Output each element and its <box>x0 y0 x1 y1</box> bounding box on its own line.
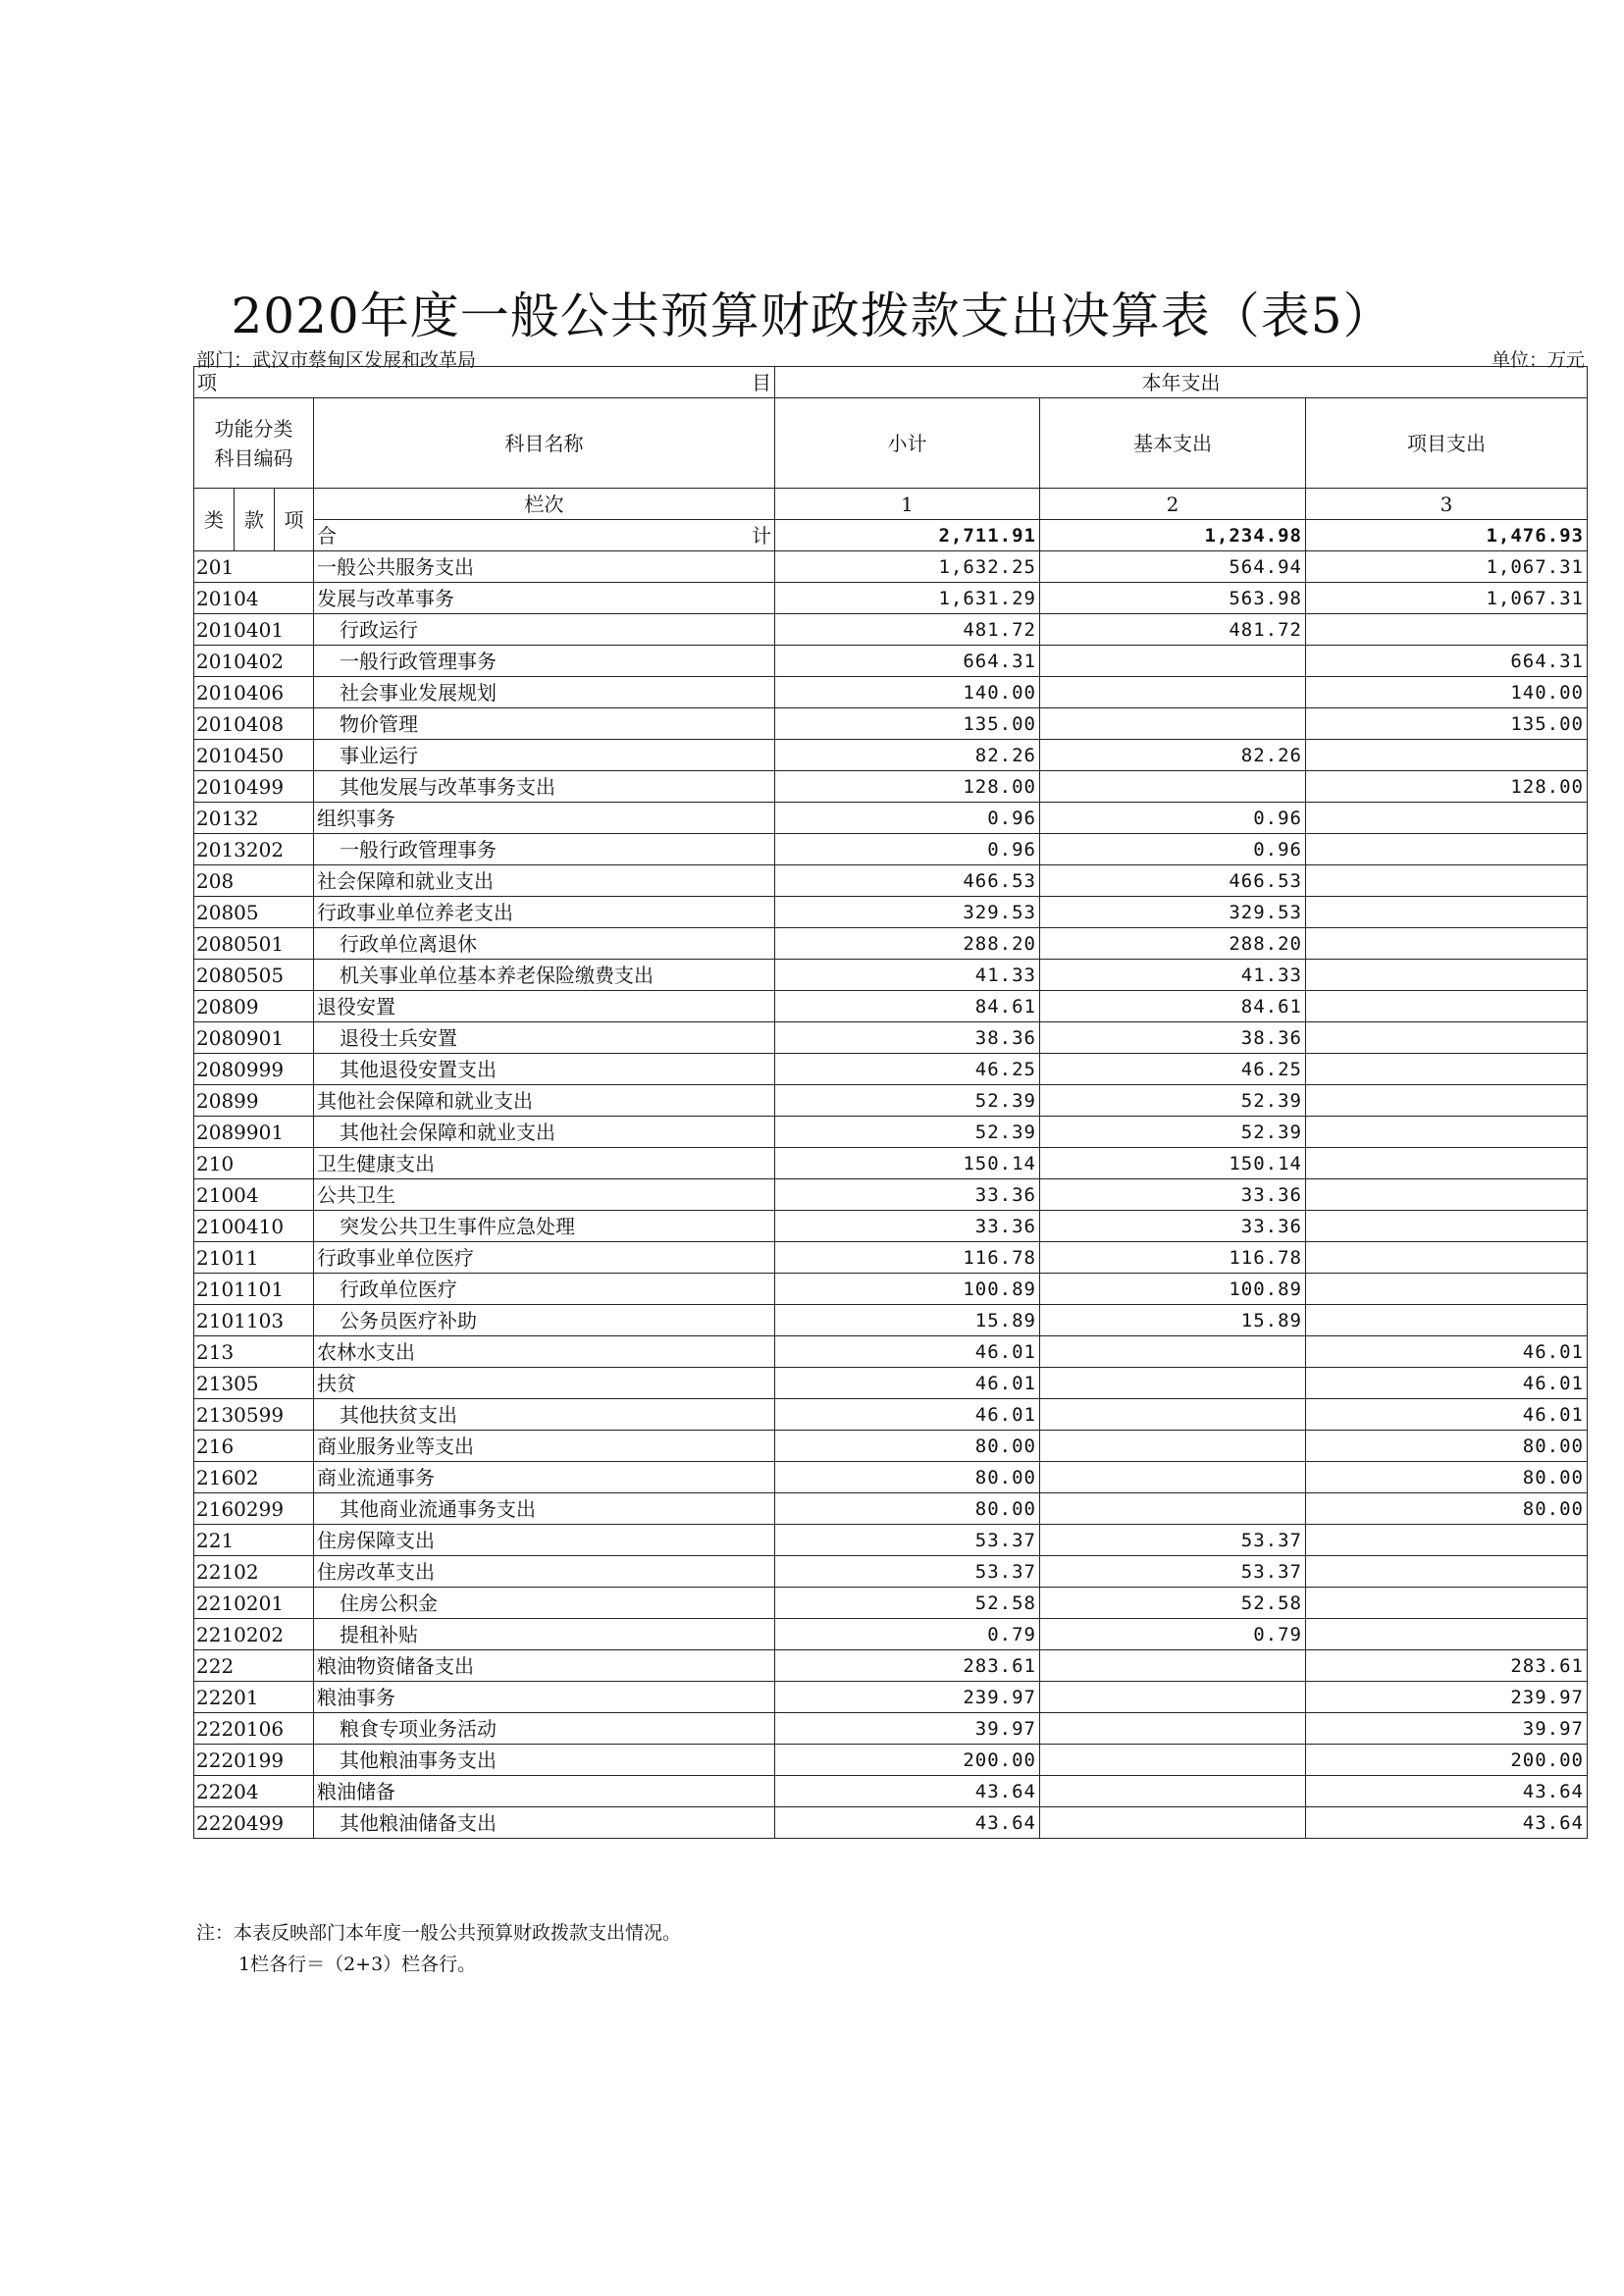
row-subject-name: 突发公共卫生事件应急处理 <box>314 1211 775 1242</box>
row-subtotal: 41.33 <box>775 960 1040 991</box>
row-project: 200.00 <box>1306 1745 1588 1776</box>
table-row <box>194 614 1588 646</box>
row-subtotal: 52.39 <box>775 1085 1040 1117</box>
row-subject-name: 其他社会保障和就业支出 <box>314 1085 775 1117</box>
row-project <box>1306 834 1588 865</box>
row-basic <box>1040 708 1306 740</box>
table-row <box>194 1179 1588 1211</box>
row-subtotal: 53.37 <box>775 1556 1040 1588</box>
page-title: 2020年度一般公共预算财政拨款支出决算表（表5） <box>231 287 1393 344</box>
row-project <box>1306 1588 1588 1619</box>
row-basic: 53.37 <box>1040 1556 1306 1588</box>
row-code: 2210202 <box>194 1619 314 1650</box>
row-project: 39.97 <box>1306 1713 1588 1745</box>
row-project: 140.00 <box>1306 677 1588 708</box>
row-basic: 100.89 <box>1040 1274 1306 1305</box>
table-row <box>194 1493 1588 1525</box>
row-basic: 52.58 <box>1040 1588 1306 1619</box>
row-basic <box>1040 771 1306 803</box>
row-code: 2220106 <box>194 1713 314 1745</box>
row-subtotal: 43.64 <box>775 1776 1040 1807</box>
row-project <box>1306 740 1588 771</box>
row-project <box>1306 1305 1588 1336</box>
row-subtotal: 84.61 <box>775 991 1040 1022</box>
row-basic: 288.20 <box>1040 928 1306 960</box>
row-project <box>1306 1525 1588 1556</box>
row-basic <box>1040 1431 1306 1462</box>
row-code: 222 <box>194 1650 314 1682</box>
row-code: 2080999 <box>194 1054 314 1085</box>
row-basic <box>1040 1713 1306 1745</box>
row-code: 2080501 <box>194 928 314 960</box>
row-basic: 564.94 <box>1040 551 1306 583</box>
row-code: 20899 <box>194 1085 314 1117</box>
row-subject-name: 一般行政管理事务 <box>314 646 775 677</box>
row-project <box>1306 1085 1588 1117</box>
row-project <box>1306 1556 1588 1588</box>
row-code: 2220199 <box>194 1745 314 1776</box>
row-subtotal: 1,632.25 <box>775 551 1040 583</box>
row-subject-name: 一般公共服务支出 <box>314 551 775 583</box>
header-kuan: 款 <box>235 489 275 551</box>
row-basic: 53.37 <box>1040 1525 1306 1556</box>
row-subtotal: 33.36 <box>775 1211 1040 1242</box>
row-project: 239.97 <box>1306 1682 1588 1713</box>
row-subtotal: 329.53 <box>775 897 1040 928</box>
row-code: 21305 <box>194 1368 314 1399</box>
row-subtotal: 33.36 <box>775 1179 1040 1211</box>
row-basic <box>1040 1336 1306 1368</box>
row-project: 664.31 <box>1306 646 1588 677</box>
row-subtotal: 481.72 <box>775 614 1040 646</box>
row-subject-name: 机关事业单位基本养老保险缴费支出 <box>314 960 775 991</box>
row-subtotal: 46.25 <box>775 1054 1040 1085</box>
row-basic: 46.25 <box>1040 1054 1306 1085</box>
row-basic: 82.26 <box>1040 740 1306 771</box>
row-code: 2220499 <box>194 1807 314 1839</box>
row-subject-name: 粮食专项业务活动 <box>314 1713 775 1745</box>
row-project: 80.00 <box>1306 1431 1588 1462</box>
table-row <box>194 1807 1588 1839</box>
header-subtotal: 小计 <box>775 398 1040 489</box>
row-subject-name: 事业运行 <box>314 740 775 771</box>
header-col2: 2 <box>1040 489 1306 520</box>
row-code: 2101103 <box>194 1305 314 1336</box>
row-code: 2160299 <box>194 1493 314 1525</box>
table-row <box>194 1619 1588 1650</box>
row-subtotal: 140.00 <box>775 677 1040 708</box>
row-subject-name: 其他商业流通事务支出 <box>314 1493 775 1525</box>
row-subject-name: 一般行政管理事务 <box>314 834 775 865</box>
row-subject-name: 商业流通事务 <box>314 1462 775 1493</box>
row-subtotal: 200.00 <box>775 1745 1040 1776</box>
header-col1: 1 <box>775 489 1040 520</box>
row-subtotal: 283.61 <box>775 1650 1040 1682</box>
row-project: 46.01 <box>1306 1336 1588 1368</box>
row-basic: 15.89 <box>1040 1305 1306 1336</box>
row-project: 46.01 <box>1306 1368 1588 1399</box>
total-label: 合 计 <box>314 520 775 551</box>
row-subtotal: 46.01 <box>775 1399 1040 1431</box>
unit-label: 单位：万元 <box>1491 349 1585 371</box>
total-subtotal: 2,711.91 <box>775 520 1040 551</box>
row-project: 1,067.31 <box>1306 551 1588 583</box>
row-subject-name: 粮油事务 <box>314 1682 775 1713</box>
row-code: 2010408 <box>194 708 314 740</box>
row-project <box>1306 897 1588 928</box>
row-basic: 0.96 <box>1040 834 1306 865</box>
row-basic: 329.53 <box>1040 897 1306 928</box>
row-project <box>1306 1179 1588 1211</box>
row-subject-name: 其他粮油事务支出 <box>314 1745 775 1776</box>
row-project <box>1306 1022 1588 1054</box>
row-basic: 33.36 <box>1040 1179 1306 1211</box>
row-basic <box>1040 646 1306 677</box>
row-subject-name: 行政运行 <box>314 614 775 646</box>
row-basic <box>1040 677 1306 708</box>
table-row <box>194 677 1588 708</box>
row-subtotal: 466.53 <box>775 865 1040 897</box>
row-basic: 116.78 <box>1040 1242 1306 1274</box>
table-row <box>194 1745 1588 1776</box>
table-row <box>194 1682 1588 1713</box>
row-project <box>1306 1148 1588 1179</box>
note-line-1: 注：本表反映部门本年度一般公共预算财政拨款支出情况。 <box>196 1922 682 1944</box>
row-code: 210 <box>194 1148 314 1179</box>
row-subject-name: 提租补贴 <box>314 1619 775 1650</box>
table-row <box>194 803 1588 834</box>
row-subtotal: 150.14 <box>775 1148 1040 1179</box>
row-subject-name: 物价管理 <box>314 708 775 740</box>
total-basic: 1,234.98 <box>1040 520 1306 551</box>
row-basic <box>1040 1745 1306 1776</box>
row-basic: 481.72 <box>1040 614 1306 646</box>
row-subtotal: 0.96 <box>775 803 1040 834</box>
row-subtotal: 116.78 <box>775 1242 1040 1274</box>
row-code: 216 <box>194 1431 314 1462</box>
table-row <box>194 583 1588 614</box>
row-code: 20805 <box>194 897 314 928</box>
row-code: 2010401 <box>194 614 314 646</box>
row-subject-name: 其他粮油储备支出 <box>314 1807 775 1839</box>
table-row <box>194 1776 1588 1807</box>
table-row <box>194 1399 1588 1431</box>
row-code: 22102 <box>194 1556 314 1588</box>
row-project: 43.64 <box>1306 1807 1588 1839</box>
table-row <box>194 1148 1588 1179</box>
note-line-2: 1栏各行＝（2+3）栏各行。 <box>238 1954 477 1975</box>
row-basic: 0.79 <box>1040 1619 1306 1650</box>
row-project <box>1306 803 1588 834</box>
table-row <box>194 1211 1588 1242</box>
row-code: 2010499 <box>194 771 314 803</box>
table-row <box>194 991 1588 1022</box>
row-project: 283.61 <box>1306 1650 1588 1682</box>
row-subject-name: 行政单位离退休 <box>314 928 775 960</box>
row-basic <box>1040 1650 1306 1682</box>
row-code: 2080505 <box>194 960 314 991</box>
row-code: 20104 <box>194 583 314 614</box>
table-row <box>194 1336 1588 1368</box>
row-subject-name: 行政事业单位养老支出 <box>314 897 775 928</box>
row-code: 2210201 <box>194 1588 314 1619</box>
row-subtotal: 46.01 <box>775 1336 1040 1368</box>
row-code: 22204 <box>194 1776 314 1807</box>
header-current-year: 本年支出 <box>775 367 1588 398</box>
row-basic <box>1040 1776 1306 1807</box>
row-subtotal: 43.64 <box>775 1807 1040 1839</box>
row-basic: 563.98 <box>1040 583 1306 614</box>
header-code-label: 功能分类 科目编码 <box>194 398 314 489</box>
row-code: 2010402 <box>194 646 314 677</box>
row-project: 80.00 <box>1306 1462 1588 1493</box>
header-row-3 <box>194 489 1588 520</box>
row-project: 135.00 <box>1306 708 1588 740</box>
header-subject-name: 科目名称 <box>314 398 775 489</box>
row-project: 1,067.31 <box>1306 583 1588 614</box>
row-subtotal: 128.00 <box>775 771 1040 803</box>
row-project <box>1306 1211 1588 1242</box>
row-subtotal: 39.97 <box>775 1713 1040 1745</box>
header-row-1 <box>194 367 1588 398</box>
row-subject-name: 住房保障支出 <box>314 1525 775 1556</box>
row-subject-name: 其他社会保障和就业支出 <box>314 1117 775 1148</box>
row-subtotal: 0.79 <box>775 1619 1040 1650</box>
row-code: 2100410 <box>194 1211 314 1242</box>
row-basic <box>1040 1368 1306 1399</box>
row-subtotal: 52.58 <box>775 1588 1040 1619</box>
row-basic: 466.53 <box>1040 865 1306 897</box>
row-code: 2080901 <box>194 1022 314 1054</box>
header-row-2 <box>194 398 1588 489</box>
row-project: 128.00 <box>1306 771 1588 803</box>
row-project: 43.64 <box>1306 1776 1588 1807</box>
row-project <box>1306 991 1588 1022</box>
table-row <box>194 1525 1588 1556</box>
row-code: 2089901 <box>194 1117 314 1148</box>
row-basic: 52.39 <box>1040 1117 1306 1148</box>
row-subject-name: 发展与改革事务 <box>314 583 775 614</box>
table-row <box>194 1117 1588 1148</box>
row-project <box>1306 1242 1588 1274</box>
row-code: 2010406 <box>194 677 314 708</box>
total-row <box>194 520 1588 551</box>
row-code: 2010450 <box>194 740 314 771</box>
table-row <box>194 928 1588 960</box>
table-row <box>194 1588 1588 1619</box>
row-subject-name: 组织事务 <box>314 803 775 834</box>
row-subtotal: 1,631.29 <box>775 583 1040 614</box>
row-project <box>1306 1274 1588 1305</box>
row-subtotal: 52.39 <box>775 1117 1040 1148</box>
row-subtotal: 46.01 <box>775 1368 1040 1399</box>
row-subtotal: 664.31 <box>775 646 1040 677</box>
row-subtotal: 239.97 <box>775 1682 1040 1713</box>
row-project <box>1306 960 1588 991</box>
row-basic: 52.39 <box>1040 1085 1306 1117</box>
table-row <box>194 960 1588 991</box>
row-basic: 33.36 <box>1040 1211 1306 1242</box>
table-row <box>194 708 1588 740</box>
row-code: 213 <box>194 1336 314 1368</box>
row-subject-name: 卫生健康支出 <box>314 1148 775 1179</box>
row-subject-name: 农林水支出 <box>314 1336 775 1368</box>
row-basic <box>1040 1462 1306 1493</box>
row-code: 20132 <box>194 803 314 834</box>
row-subtotal: 38.36 <box>775 1022 1040 1054</box>
row-project: 46.01 <box>1306 1399 1588 1431</box>
total-project: 1,476.93 <box>1306 520 1588 551</box>
row-basic <box>1040 1399 1306 1431</box>
row-subject-name: 扶贫 <box>314 1368 775 1399</box>
table-row <box>194 865 1588 897</box>
table-row <box>194 740 1588 771</box>
header-basic: 基本支出 <box>1040 398 1306 489</box>
row-basic: 150.14 <box>1040 1148 1306 1179</box>
row-subject-name: 退役安置 <box>314 991 775 1022</box>
table-row <box>194 551 1588 583</box>
row-subject-name: 其他扶贫支出 <box>314 1399 775 1431</box>
table-row <box>194 771 1588 803</box>
row-subtotal: 53.37 <box>775 1525 1040 1556</box>
row-project <box>1306 1619 1588 1650</box>
row-code: 21004 <box>194 1179 314 1211</box>
row-subject-name: 住房改革支出 <box>314 1556 775 1588</box>
row-subject-name: 商业服务业等支出 <box>314 1431 775 1462</box>
row-basic: 41.33 <box>1040 960 1306 991</box>
row-project <box>1306 1054 1588 1085</box>
row-subject-name: 其他发展与改革事务支出 <box>314 771 775 803</box>
row-subject-name: 社会事业发展规划 <box>314 677 775 708</box>
row-subject-name: 行政单位医疗 <box>314 1274 775 1305</box>
table-row <box>194 1650 1588 1682</box>
row-subtotal: 15.89 <box>775 1305 1040 1336</box>
table-row <box>194 897 1588 928</box>
row-basic: 0.96 <box>1040 803 1306 834</box>
row-code: 20809 <box>194 991 314 1022</box>
table-row <box>194 1022 1588 1054</box>
row-code: 2013202 <box>194 834 314 865</box>
table-row <box>194 1274 1588 1305</box>
header-project: 项目支出 <box>1306 398 1588 489</box>
row-code: 21602 <box>194 1462 314 1493</box>
row-project: 80.00 <box>1306 1493 1588 1525</box>
row-subtotal: 80.00 <box>775 1462 1040 1493</box>
table-row <box>194 1462 1588 1493</box>
header-column-index: 栏次 <box>314 489 775 520</box>
row-subject-name: 退役士兵安置 <box>314 1022 775 1054</box>
row-code: 21011 <box>194 1242 314 1274</box>
row-code: 2130599 <box>194 1399 314 1431</box>
table-row <box>194 1305 1588 1336</box>
row-project <box>1306 614 1588 646</box>
row-code: 208 <box>194 865 314 897</box>
row-basic <box>1040 1493 1306 1525</box>
row-subject-name: 粮油物资储备支出 <box>314 1650 775 1682</box>
row-subject-name: 公务员医疗补助 <box>314 1305 775 1336</box>
row-subtotal: 82.26 <box>775 740 1040 771</box>
row-subject-name: 社会保障和就业支出 <box>314 865 775 897</box>
row-subtotal: 100.89 <box>775 1274 1040 1305</box>
row-subtotal: 135.00 <box>775 708 1040 740</box>
table-row <box>194 1431 1588 1462</box>
row-subtotal: 80.00 <box>775 1431 1040 1462</box>
row-code: 221 <box>194 1525 314 1556</box>
row-subtotal: 288.20 <box>775 928 1040 960</box>
table-row <box>194 1556 1588 1588</box>
row-basic <box>1040 1807 1306 1839</box>
table-row <box>194 1368 1588 1399</box>
table-row <box>194 1713 1588 1745</box>
row-subject-name: 行政事业单位医疗 <box>314 1242 775 1274</box>
table-row <box>194 1054 1588 1085</box>
table-row <box>194 1242 1588 1274</box>
header-item-cell: 项 目 <box>194 367 775 398</box>
row-subject-name: 其他退役安置支出 <box>314 1054 775 1085</box>
row-project <box>1306 1117 1588 1148</box>
row-code: 22201 <box>194 1682 314 1713</box>
row-subtotal: 80.00 <box>775 1493 1040 1525</box>
header-xiang: 项 <box>275 489 314 551</box>
row-basic <box>1040 1682 1306 1713</box>
row-subject-name: 公共卫生 <box>314 1179 775 1211</box>
row-project <box>1306 865 1588 897</box>
expenditure-table <box>193 366 1588 1839</box>
department-label: 部门：武汉市蔡甸区发展和改革局 <box>196 349 477 371</box>
table-row <box>194 646 1588 677</box>
header-col3: 3 <box>1306 489 1588 520</box>
header-lei: 类 <box>194 489 235 551</box>
table-row <box>194 834 1588 865</box>
row-code: 201 <box>194 551 314 583</box>
row-basic: 38.36 <box>1040 1022 1306 1054</box>
row-basic: 84.61 <box>1040 991 1306 1022</box>
row-project <box>1306 928 1588 960</box>
row-subject-name: 粮油储备 <box>314 1776 775 1807</box>
row-subject-name: 住房公积金 <box>314 1588 775 1619</box>
row-code: 2101101 <box>194 1274 314 1305</box>
table-row <box>194 1085 1588 1117</box>
row-subtotal: 0.96 <box>775 834 1040 865</box>
